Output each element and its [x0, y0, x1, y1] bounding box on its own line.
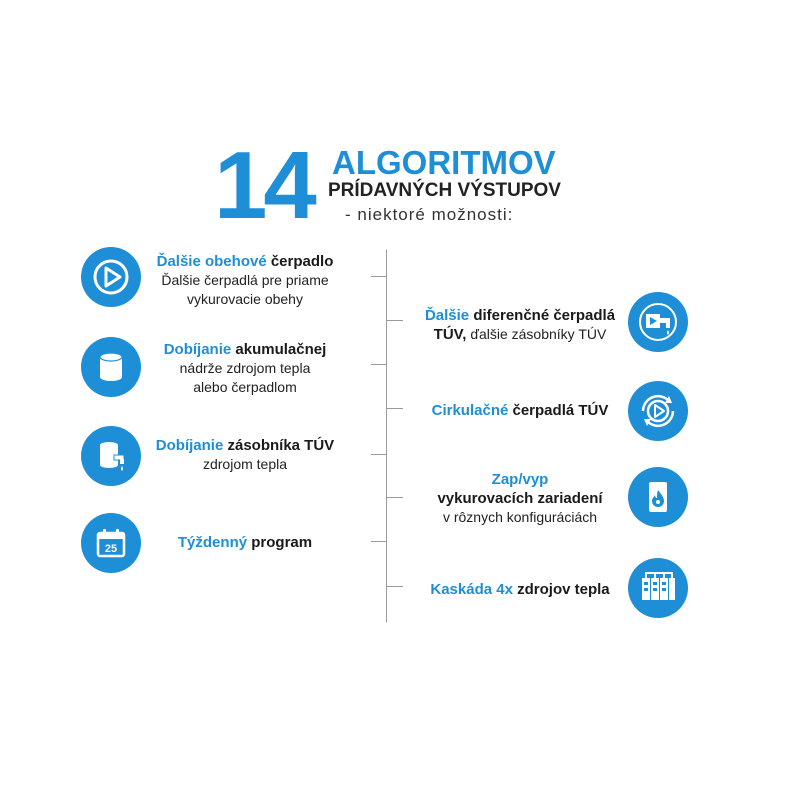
- right-item-1-text: [410, 306, 630, 344]
- timeline-line: [386, 250, 387, 622]
- item-title: akumulačnej: [235, 341, 327, 358]
- play-circle-icon: [81, 247, 141, 307]
- circulation-pump-icon: [628, 381, 688, 441]
- boiler-flame-icon: [628, 467, 688, 527]
- item-title-accent: Zap/vyp: [491, 471, 549, 488]
- item-title: diferenčné čerpadlá: [473, 307, 616, 324]
- timeline-tick: [387, 497, 403, 498]
- item-description-line: ďalšie zásobníky TÚV: [470, 326, 607, 342]
- item-description-line: nádrže zdrojom tepla: [179, 360, 311, 376]
- timeline-tick: [371, 454, 387, 455]
- left-item-1-text: [142, 252, 348, 309]
- item-title-accent: Dobíjanie: [155, 437, 224, 454]
- tank-cylinder-icon: [81, 337, 141, 397]
- header-title: ALGORITMOV: [332, 144, 556, 181]
- left-item-2-text: [150, 340, 340, 397]
- header-note: - niektoré možnosti:: [345, 205, 514, 224]
- right-item-4-text: [410, 580, 630, 599]
- timeline-tick: [371, 276, 387, 277]
- tap-with-pump-icon: [628, 292, 688, 352]
- water-tap-icon: [81, 426, 141, 486]
- calendar-icon: [81, 513, 141, 573]
- item-description-line: zdrojom tepla: [202, 456, 288, 472]
- item-title: čerpadlo: [270, 253, 334, 270]
- calendar-day: 25: [104, 543, 118, 555]
- item-description-line: Ďalšie čerpadlá pre priame: [161, 272, 329, 288]
- item-description-line: vykurovacie obehy: [187, 291, 303, 307]
- item-title-accent: Týždenný: [177, 534, 248, 551]
- timeline-tick: [387, 586, 403, 587]
- header-subtitle: PRÍDAVNÝCH VÝSTUPOV: [328, 180, 561, 201]
- right-item-2-text: [410, 401, 630, 420]
- timeline-tick: [371, 541, 387, 542]
- cascade-boilers-icon: [628, 558, 688, 618]
- item-title-accent: Ďalšie: [424, 307, 470, 324]
- item-title-accent: Cirkulačné: [431, 402, 509, 419]
- item-description-line: v rôznych konfiguráciách: [442, 509, 598, 525]
- item-title-accent: Kaskáda 4x: [430, 581, 513, 598]
- item-description-line: alebo čerpadlom: [193, 379, 297, 395]
- item-description-bold: TÚV,: [433, 326, 467, 343]
- timeline-tick: [387, 408, 403, 409]
- item-title-accent: Ďalšie obehové: [156, 253, 267, 270]
- item-title-accent: Dobíjanie: [163, 341, 232, 358]
- timeline-tick: [371, 364, 387, 365]
- item-title: čerpadlá TÚV: [512, 402, 609, 419]
- left-item-4-text: [165, 533, 325, 552]
- left-item-3-text: [142, 436, 348, 474]
- timeline-tick: [387, 320, 403, 321]
- algorithm-count: 14: [214, 132, 313, 239]
- item-title: zásobníka TÚV: [227, 437, 335, 454]
- item-title: program: [251, 534, 313, 551]
- item-description-bold: vykurovacích zariadení: [437, 490, 603, 507]
- item-title: zdrojov tepla: [517, 581, 610, 598]
- right-item-3-text: [410, 470, 630, 527]
